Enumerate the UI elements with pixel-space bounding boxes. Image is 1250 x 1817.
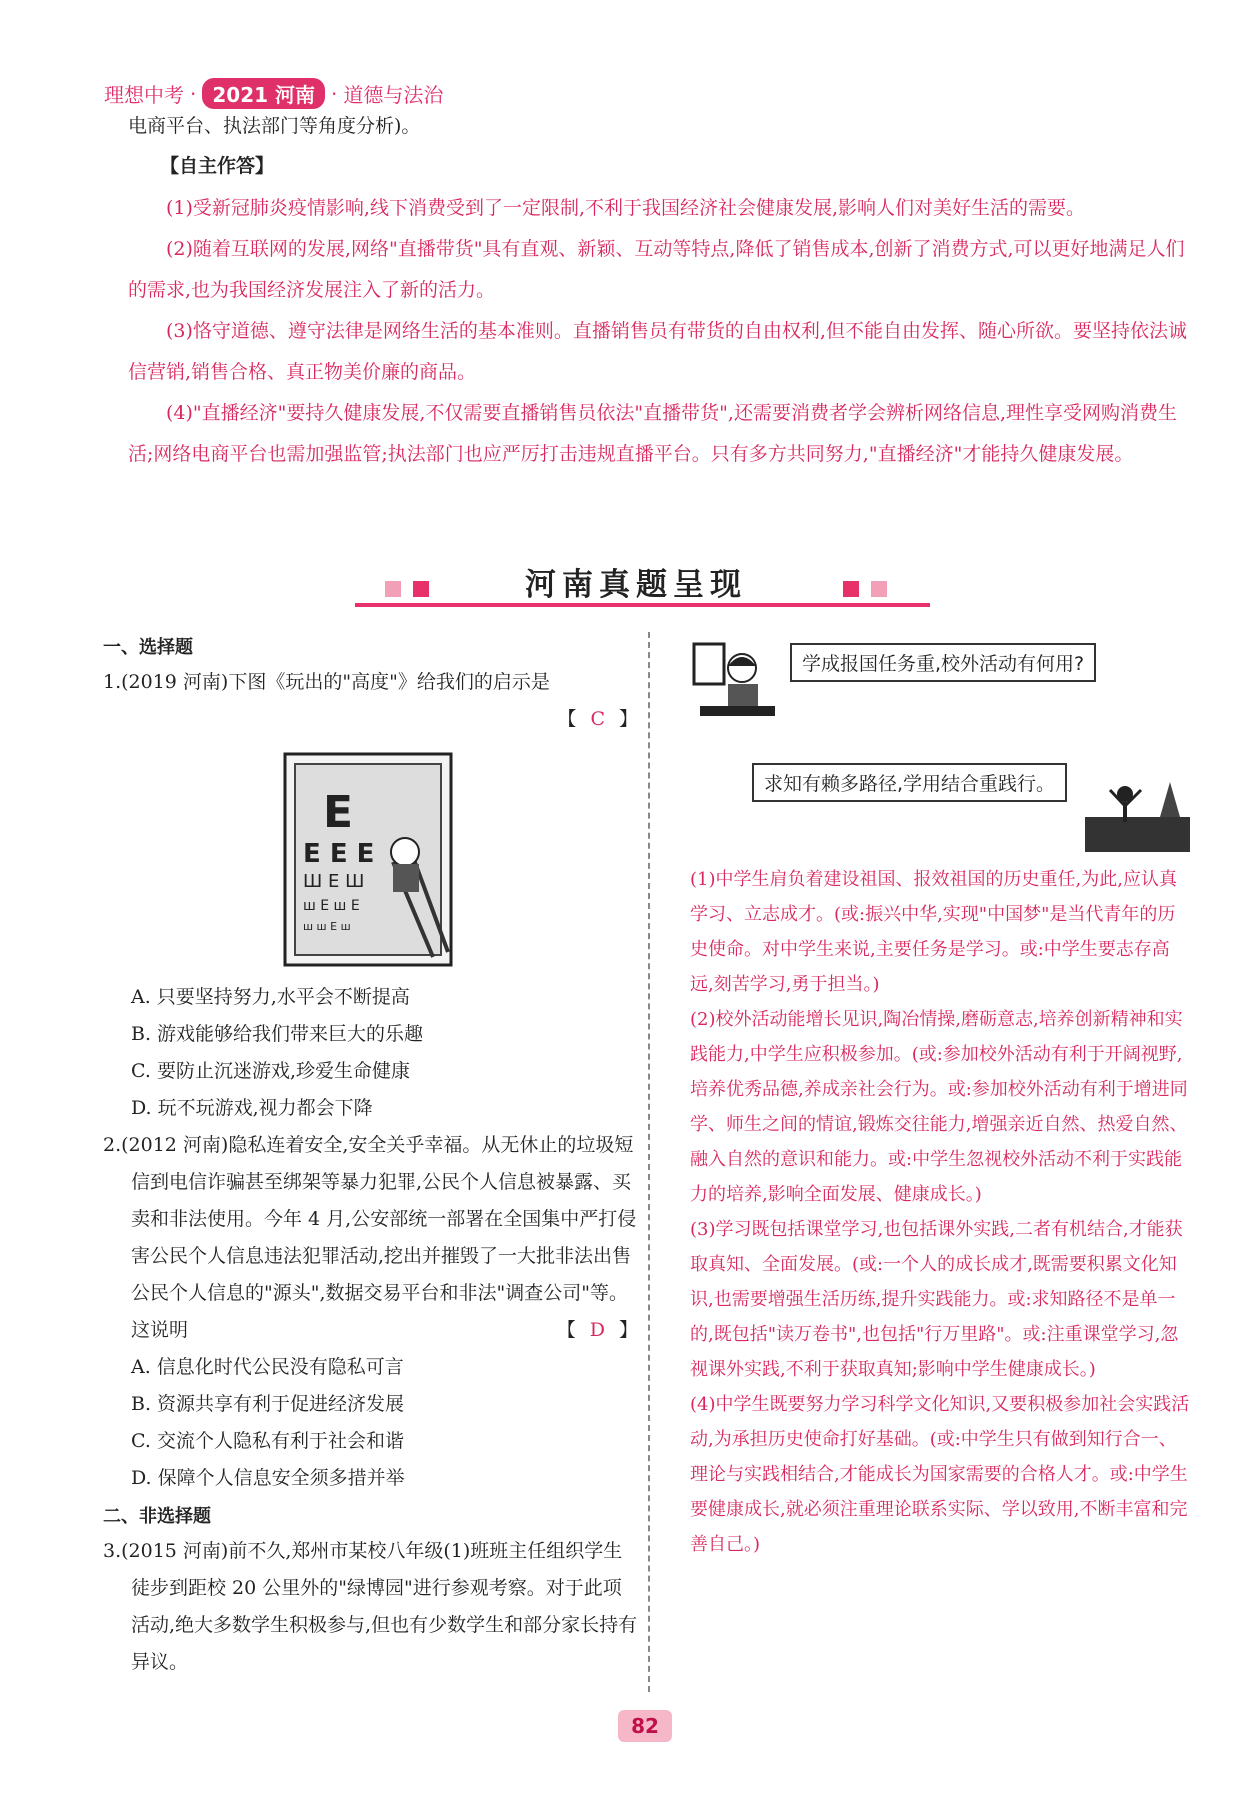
svg-text:Ш E Ш: Ш E Ш: [303, 871, 365, 892]
q3-answer-2: (2)校外活动能增长见识,陶冶情操,磨砺意志,培养创新精神和实践能力,中学生应积极参加。(或:参加校外活动有利于开阔视野,培养优秀品德,养成亲社会行为。或:参加校外活动有利于增进同学、师生之间的情谊,锻炼交往能力,增强亲近自然、热爱自然、融入自然的意识和能力。或:中学生忽视校外活动不利于实践能力的培养,影响全面发展、健康成长。): [690, 1009, 1188, 1205]
self-answer-body: [128, 188, 1190, 475]
q2-option-d: D. 保障个人信息安全须多措并举: [131, 1467, 405, 1489]
svg-text:E E E: E E E: [303, 839, 375, 869]
column-divider: [648, 632, 650, 1692]
intro-tail: 电商平台、执法部门等角度分析)。: [128, 115, 421, 137]
outdoor-drawing: [1085, 772, 1190, 852]
q1-option-b: B. 游戏能够给我们带来巨大的乐趣: [131, 1023, 424, 1045]
q1-answer: C: [590, 708, 605, 730]
q2-answer-bracket: 【 D 】: [556, 1319, 638, 1341]
header-year-badge: 2021 河南: [202, 78, 325, 109]
svg-text:ш ш E ш: ш ш E ш: [303, 920, 351, 933]
self-answer-label: 【自主作答】: [160, 155, 275, 177]
self-answer-p2: (2)随着互联网的发展,网络"直播带货"具有直观、新颖、互动等特点,降低了销售成本,创新了消费方式,可以更好地满足人们的需求,也为我国经济发展注入了新的活力。: [128, 238, 1185, 301]
cartoon-eye-chart-image: [283, 752, 453, 967]
header-dot: ·: [190, 81, 197, 106]
decor-square: [413, 581, 429, 597]
decor-square: [871, 581, 887, 597]
self-answer-p1: (1)受新冠肺炎疫情影响,线下消费受到了一定限制,不利于我国经济社会健康发展,影响人们对美好生活的需要。: [166, 197, 1086, 219]
q3-answer-1: (1)中学生肩负着建设祖国、报效祖国的历史重任,为此,应认真学习、立志成才。(或:振兴中华,实现"中国梦"是当代青年的历史使命。对中学生来说,主要任务是学习。或:中学生要志存高远,刻苦学习,勇于担当。): [690, 869, 1177, 995]
q1-option-a: A. 只要坚持努力,水平会不断提高: [131, 986, 410, 1008]
self-answer-p4: (4)"直播经济"要持久健康发展,不仅需要直播销售员依法"直播带货",还需要消费者学会辨析网络信息,理性享受网购消费生活;网络电商平台也需加强监管;执法部门也应严厉打击违规直播平台。只有多方共同努力,"直播经济"才能持久健康发展。: [128, 402, 1177, 465]
outdoor-activity-illustration: [1085, 772, 1190, 852]
header-dot: ·: [331, 81, 338, 106]
svg-text:ш E ш E: ш E ш E: [303, 898, 360, 914]
svg-text:E: E: [323, 787, 354, 838]
q3-answer-4: (4)中学生既要努力学习科学文化知识,又要积极参加社会实践活动,为承担历史使命打好基础。(或:中学生只有做到知行合一、理论与实践相结合,才能成长为国家需要的合格人才。或:中学生要健康成长,就必须注重理论联系实际、学以致用,不断丰富和完善自己。): [690, 1394, 1190, 1555]
q2-answer: D: [589, 1319, 605, 1341]
q1-answer-row: [103, 701, 638, 738]
eye-chart-drawing: [283, 752, 453, 967]
decor-square: [385, 581, 401, 597]
q3-answers: [690, 862, 1192, 1562]
speech-bubble-bottom: 求知有赖多路径,学用结合重践行。: [752, 763, 1067, 802]
q2-stem: 2.(2012 河南)隐私连着安全,安全关乎幸福。从无休止的垃圾短信到电信诈骗甚至绑架等暴力犯罪,公民个人信息被暴露、买卖和非法使用。今年 4 月,公安部统一部署在全国集中严打侵害公民个人信息违法犯罪活动,挖出并摧毁了一大批非法出售公民个人信息的"源头",数据交易平台和非法"调查公司"等。这说明: [103, 1134, 637, 1341]
left-column: [103, 632, 638, 1681]
header-subject: 道德与法治: [343, 83, 444, 107]
running-header: [104, 78, 443, 109]
q2-option-c: C. 交流个人隐私有利于社会和谐: [131, 1430, 404, 1452]
q3-stem: 3.(2015 河南)前不久,郑州市某校八年级(1)班班主任组织学生徒步到距校 20 公里外的"绿博园"进行参观考察。对于此项活动,绝大多数学生积极参与,但也有少数学生和部分家长持有异议。: [103, 1540, 638, 1673]
q1-option-d: D. 玩不玩游戏,视力都会下降: [131, 1097, 373, 1119]
section-title-banner: [355, 555, 930, 613]
q2-option-b: B. 资源共享有利于促进经济发展: [131, 1393, 405, 1415]
student-reading-illustration: [690, 638, 785, 723]
section-underline: [355, 603, 930, 607]
header-brand: 理想中考: [104, 83, 184, 107]
q1-stem: 1.(2019 河南)下图《玩出的"高度"》给我们的启示是: [103, 671, 550, 693]
student-reading-drawing: [690, 638, 785, 723]
section-title: 河南真题呈现: [525, 567, 747, 603]
part1-title: 一、选择题: [103, 637, 193, 658]
part2-title: 二、非选择题: [103, 1506, 211, 1527]
q1-option-c: C. 要防止沉迷游戏,珍爱生命健康: [131, 1060, 410, 1082]
decor-square: [843, 581, 859, 597]
q2-option-a: A. 信息化时代公民没有隐私可言: [131, 1356, 404, 1378]
page-number: 82: [618, 1710, 672, 1742]
speech-bubble-top: 学成报国任务重,校外活动有何用?: [790, 643, 1096, 682]
q3-answer-3: (3)学习既包括课堂学习,也包括课外实践,二者有机结合,才能获取真知、全面发展。(或:一个人的成长成才,既需要积累文化知识,也需要增强生活历练,提升实践能力。或:求知路径不是单一的,既包括"读万卷书",也包括"行万里路"。或:注重课堂学习,忽视课外实践,不利于获取真知;影响中学生健康成长。): [690, 1219, 1183, 1380]
q1-answer-bracket: 【 C 】: [557, 708, 638, 730]
self-answer-p3: (3)恪守道德、遵守法律是网络生活的基本准则。直播销售员有带货的自由权利,但不能自由发挥、随心所欲。要坚持依法诚信营销,销售合格、真正物美价廉的商品。: [128, 320, 1187, 383]
